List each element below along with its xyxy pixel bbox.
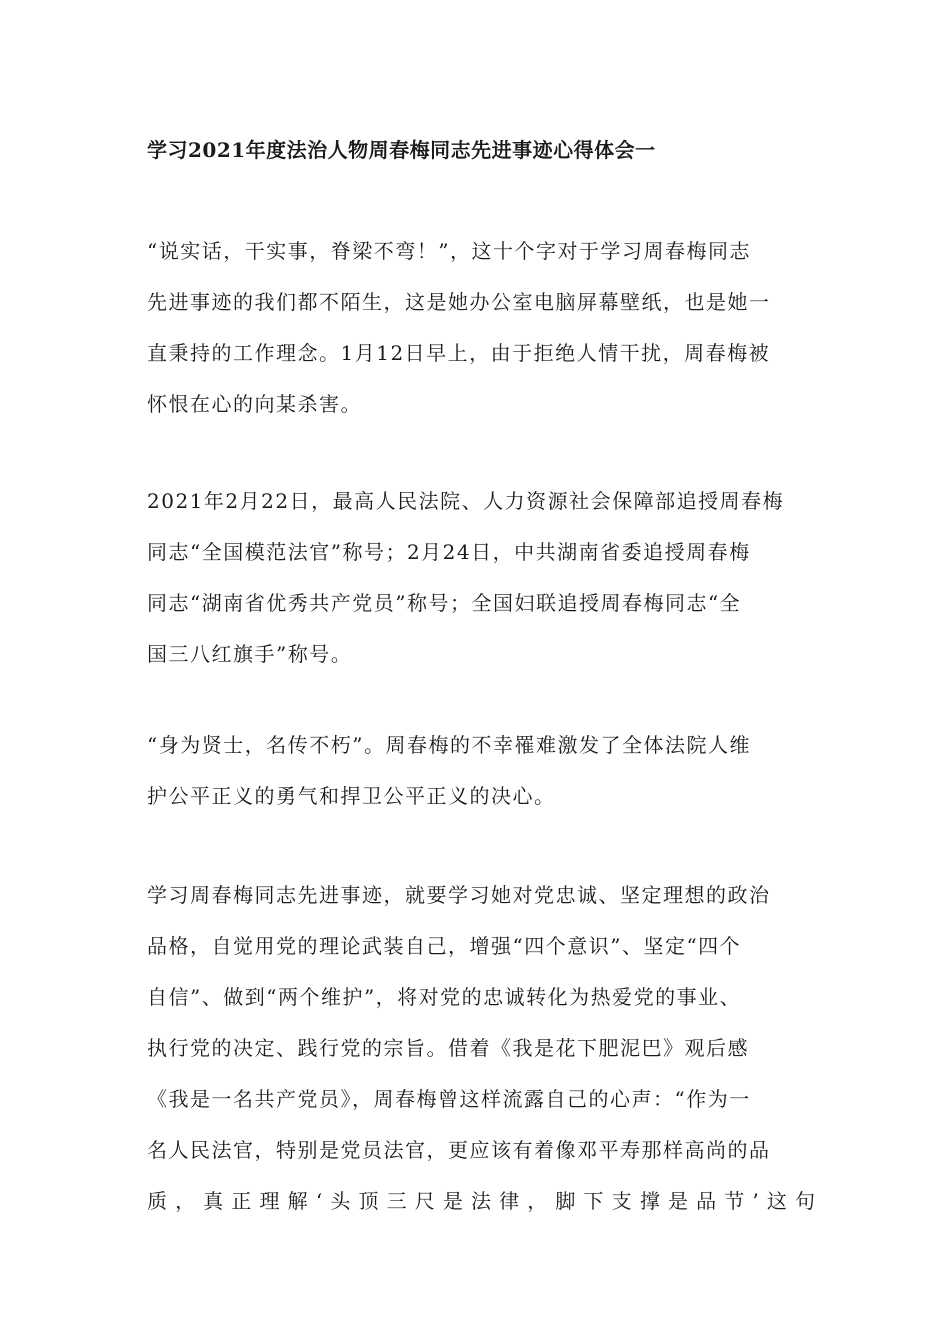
document-title: 学习2021年度法治人物周春梅同志先进事迹心得体会一 — [147, 138, 656, 162]
paragraph-line: “说实话，干实事，脊梁不弯！”，这十个字对于学习周春梅同志 — [147, 239, 751, 263]
paragraph-line: 同志“全国模范法官”称号；2月24日，中共湖南省委追授周春梅 — [147, 540, 751, 564]
paragraph-4 — [147, 870, 815, 1227]
paragraph-line: 质，真正理解‘头顶三尺是法律，脚下支撑是品节’这句 — [147, 1189, 815, 1213]
paragraph-line: 学习周春梅同志先进事迹，就要学习她对党忠诚、坚定理想的政治 — [147, 883, 771, 907]
paragraph-line: 品格，自觉用党的理论武装自己，增强“四个意识”、坚定“四个 — [147, 934, 742, 958]
paragraph-line: 同志“湖南省优秀共产党员”称号；全国妇联追授周春梅同志“全 — [147, 591, 742, 615]
paragraph-line: 护公平正义的勇气和捍卫公平正义的决心。 — [147, 784, 556, 808]
paragraph-line: 国三八红旗手”称号。 — [147, 642, 353, 666]
paragraph-line: 先进事迹的我们都不陌生，这是她办公室电脑屏幕壁纸，也是她一 — [147, 290, 771, 314]
paragraph-line: 2021年2月22日，最高人民法院、人力资源社会保障部追授周春梅 — [147, 489, 785, 513]
paragraph-1 — [147, 226, 815, 430]
paragraph-line: “身为贤士，名传不朽”。周春梅的不幸罹难激发了全体法院人维 — [147, 733, 751, 757]
paragraph-3 — [147, 720, 815, 822]
paragraph-line: 直秉持的工作理念。1月12日早上，由于拒绝人情干扰，周春梅被 — [147, 341, 771, 365]
paragraph-2 — [147, 476, 815, 680]
paragraph-line: 《我是一名共产党员》，周春梅曾这样流露自己的心声：“作为一 — [147, 1087, 751, 1111]
paragraph-line: 怀恨在心的向某杀害。 — [147, 392, 362, 416]
paragraph-line: 自信”、做到“两个维护”，将对党的忠诚转化为热爱党的事业、 — [147, 985, 742, 1009]
paragraph-line: 执行党的决定、践行党的宗旨。借着《我是花下肥泥巴》观后感 — [147, 1036, 749, 1060]
paragraph-line: 名人民法官，特别是党员法官，更应该有着像邓平寿那样高尚的品 — [147, 1138, 771, 1162]
